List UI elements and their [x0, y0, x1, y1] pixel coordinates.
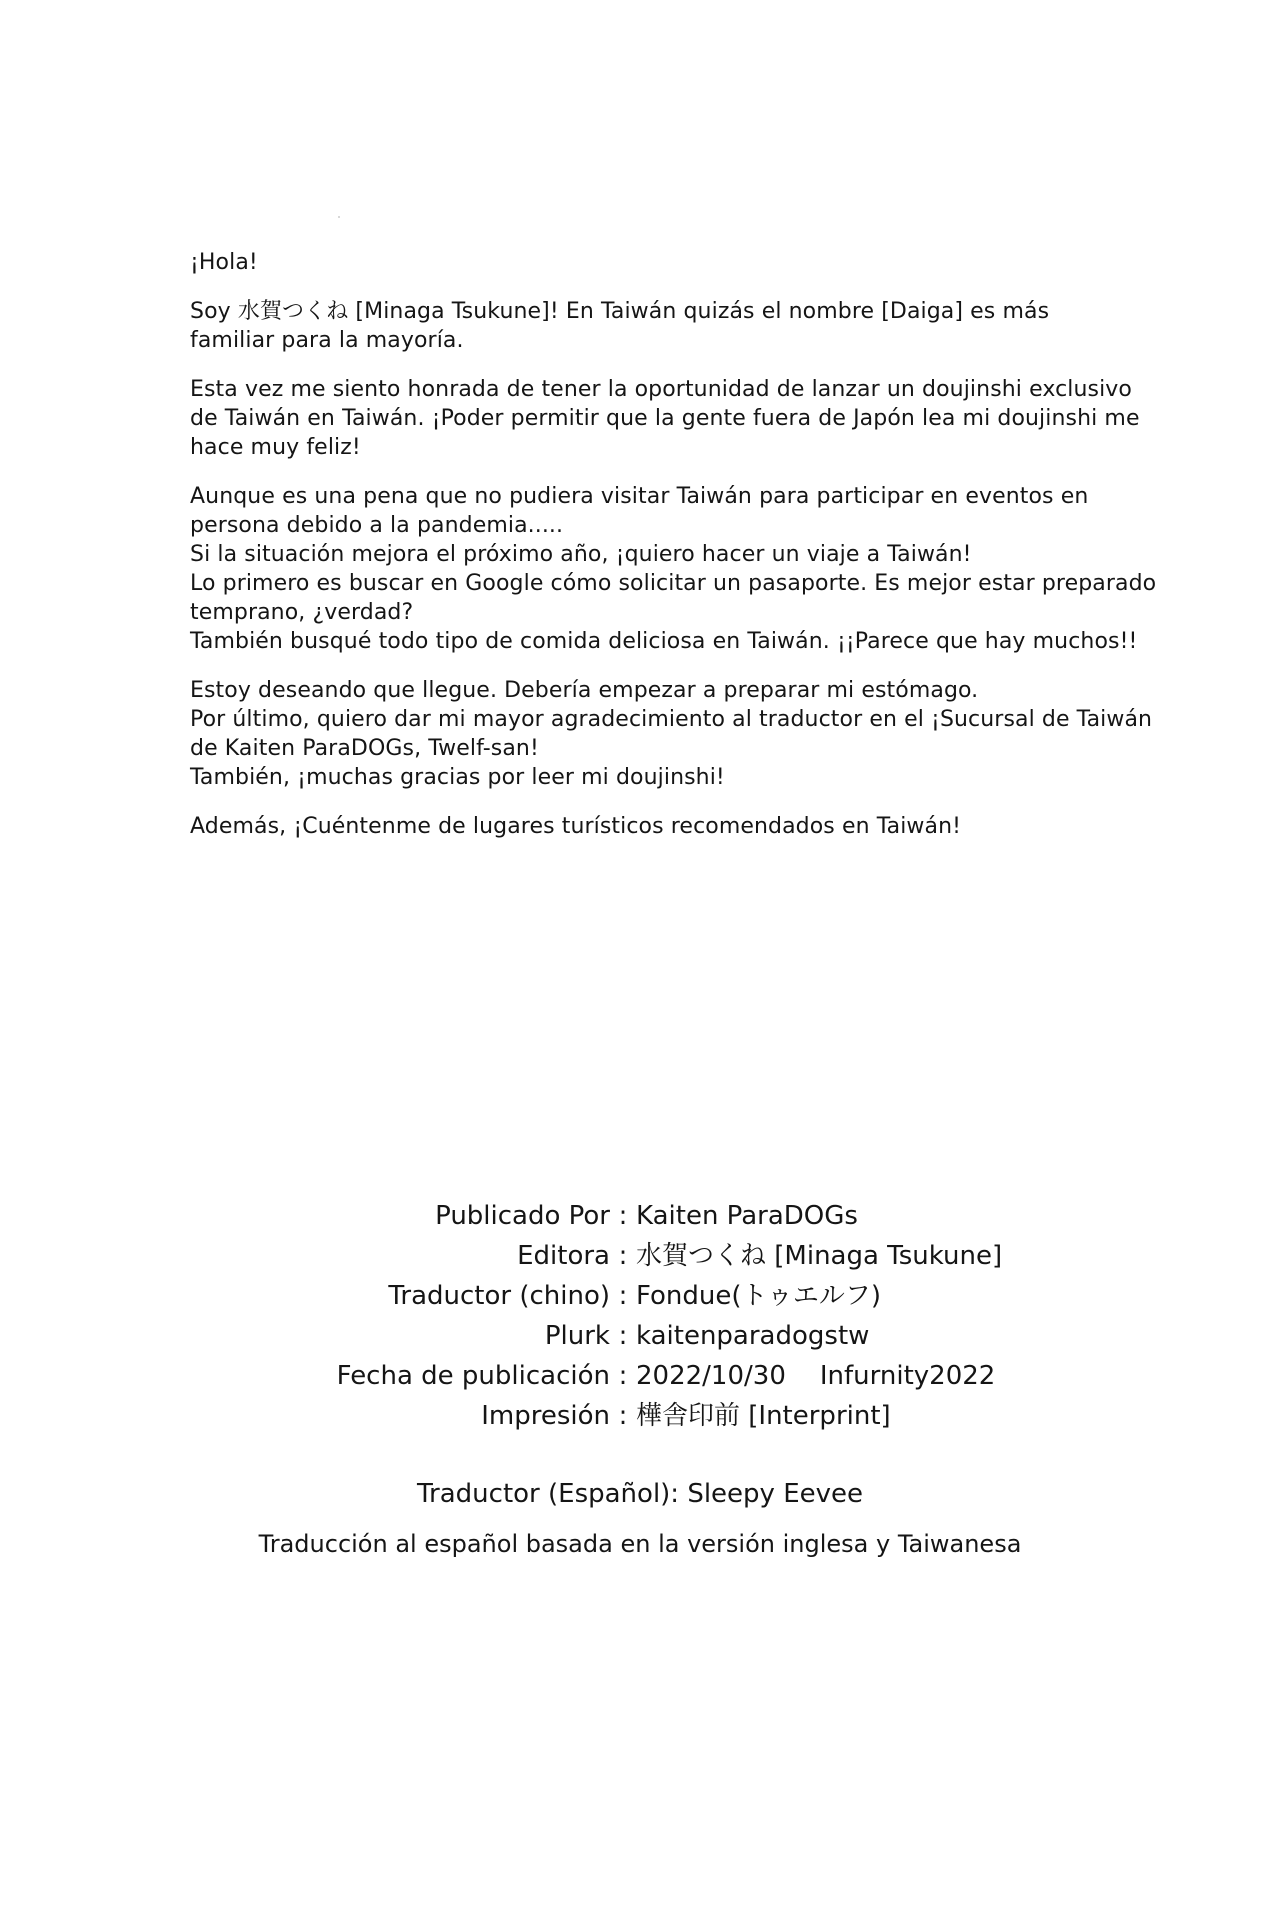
- credit-separator: :: [618, 1281, 628, 1311]
- credit-value: 水賀つくね [Minaga Tsukune]: [636, 1241, 1003, 1271]
- message-line: Si la situación mejora el próximo año, ¡quiero hacer un viaje a Taiwán!: [190, 542, 972, 567]
- credit-value: 2022/10/30: [636, 1361, 786, 1391]
- credit-separator: :: [618, 1321, 628, 1351]
- credit-label: Plurk: [544, 1321, 610, 1351]
- credit-value: kaitenparadogstw: [636, 1321, 870, 1351]
- credit-label: Publicado Por: [435, 1201, 610, 1231]
- message-line: Además, ¡Cuéntenme de lugares turísticos recomendados en Taiwán!: [190, 814, 962, 839]
- message-line: de Taiwán en Taiwán. ¡Poder permitir que la gente fuera de Japón lea mi doujinshi me: [190, 406, 1140, 431]
- credit-translator-chinese: [200, 1276, 1100, 1316]
- message-line: También, ¡muchas gracias por leer mi doujinshi!: [190, 765, 725, 790]
- message-line: Aunque es una pena que no pudiera visitar Taiwán para participar en eventos en: [190, 484, 1089, 509]
- message-line: persona debido a la pandemia.....: [190, 513, 564, 538]
- paper-speck: [338, 216, 340, 218]
- credit-separator: :: [618, 1361, 628, 1391]
- author-message: [190, 248, 1170, 861]
- message-paragraph-1: [190, 297, 1170, 355]
- colophon-credits: [200, 1196, 1100, 1436]
- message-line: hace muy feliz!: [190, 435, 361, 460]
- credit-value: Kaiten ParaDOGs: [636, 1201, 858, 1231]
- message-paragraph-3: [190, 482, 1170, 656]
- credit-value: 樺舎印前 [Interprint]: [636, 1401, 891, 1431]
- credit-value: Fondue(トゥエルフ): [636, 1281, 882, 1311]
- message-line: ¡Hola!: [190, 250, 258, 275]
- message-paragraph-2: [190, 375, 1170, 462]
- credit-publisher: [200, 1196, 1100, 1236]
- message-line: Esta vez me siento honrada de tener la oportunidad de lanzar un doujinshi exclusivo: [190, 377, 1132, 402]
- message-line: Lo primero es buscar en Google cómo solicitar un pasaporte. Es mejor estar preparado: [190, 571, 1157, 596]
- credit-event: Infurnity2022: [819, 1361, 996, 1391]
- message-line: Por último, quiero dar mi mayor agradecimiento al traductor en el ¡Sucursal de Taiwán: [190, 707, 1153, 732]
- message-greeting: [190, 248, 1170, 277]
- credit-separator: :: [618, 1201, 628, 1231]
- message-line: También busqué todo tipo de comida deliciosa en Taiwán. ¡¡Parece que hay muchos!!: [190, 629, 1138, 654]
- message-line: Estoy deseando que llegue. Debería empezar a preparar mi estómago.: [190, 678, 979, 703]
- translation-note: Traducción al español basada en la versión inglesa y Taiwanesa: [258, 1530, 1022, 1558]
- credit-publication-date: [200, 1356, 1100, 1396]
- message-paragraph-4: [190, 676, 1170, 792]
- credit-label: Impresión: [481, 1401, 610, 1431]
- credit-label: Fecha de publicación: [336, 1361, 610, 1391]
- credit-label: Editora: [517, 1241, 610, 1271]
- message-line: Soy 水賀つくね [Minaga Tsukune]! En Taiwán quizás el nombre [Daiga] es más: [190, 299, 1050, 324]
- credit-plurk: [200, 1316, 1100, 1356]
- message-paragraph-5: [190, 812, 1170, 841]
- credit-separator: :: [618, 1241, 628, 1271]
- message-line: familiar para la mayoría.: [190, 328, 464, 353]
- message-line: temprano, ¿verdad?: [190, 600, 414, 625]
- credit-translator-spanish: Traductor (Español): Sleepy Eevee: [416, 1479, 864, 1509]
- credit-editor: [200, 1236, 1100, 1276]
- message-line: de Kaiten ParaDOGs, Twelf-san!: [190, 736, 539, 761]
- credit-printing: [200, 1396, 1100, 1436]
- credit-separator: :: [618, 1401, 628, 1431]
- credit-label: Traductor (chino): [388, 1281, 610, 1311]
